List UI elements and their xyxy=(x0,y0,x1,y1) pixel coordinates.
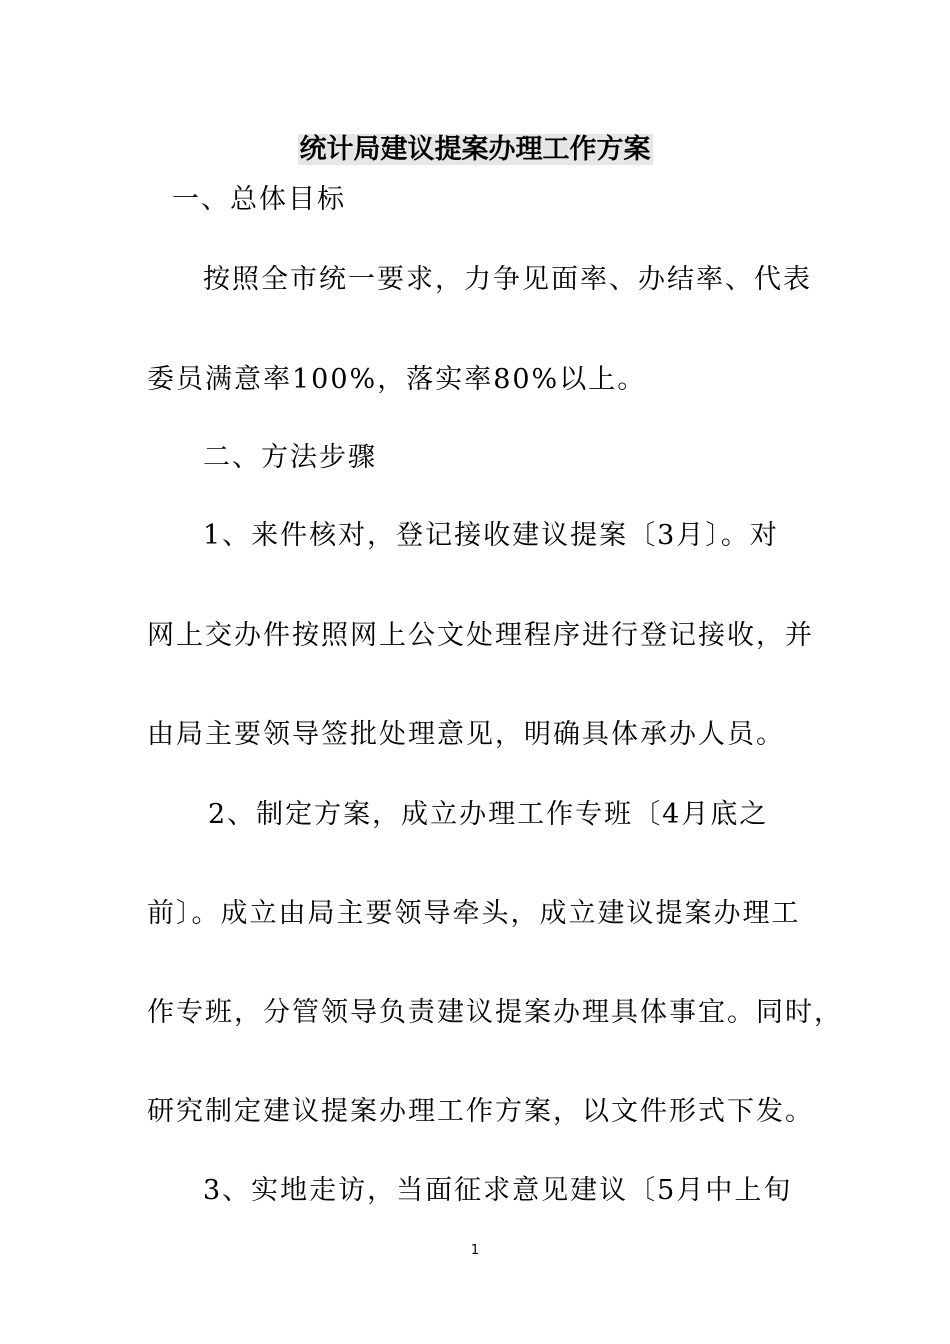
document-title-text: 统计局建议提案办理工作方案 xyxy=(299,134,651,165)
heading-overall-goal: 一、总体目标 xyxy=(172,184,346,215)
paragraph-line: 按照全市统一要求，力争见面率、办结率、代表 xyxy=(203,264,812,295)
paragraph-line: 作专班，分管领导负责建议提案办理具体事宜。同时， xyxy=(147,997,843,1028)
paragraph-line: 由局主要领导签批处理意见，明确具体承办人员。 xyxy=(147,719,785,750)
paragraph-line: 1、来件核对，登记接收建议提案〔3月〕。对 xyxy=(203,520,779,551)
paragraph-line: 3、实地走访，当面征求意见建议〔5月中上旬 xyxy=(203,1175,793,1206)
page-number: 1 xyxy=(470,1243,480,1258)
document-title xyxy=(0,132,950,168)
paragraph-line: 前〕。成立由局主要领导牵头，成立建议提案办理工 xyxy=(147,898,801,929)
heading-method-steps: 二、方法步骤 xyxy=(203,442,377,473)
paragraph-line: 研究制定建议提案办理工作方案，以文件形式下发。 xyxy=(147,1096,814,1127)
paragraph-line: 2、制定方案，成立办理工作专班〔4月底之 xyxy=(208,799,769,830)
paragraph-line: 委员满意率100%，落实率80%以上。 xyxy=(147,364,647,395)
paragraph-line: 网上交办件按照网上公文处理程序进行登记接收，并 xyxy=(147,620,814,651)
